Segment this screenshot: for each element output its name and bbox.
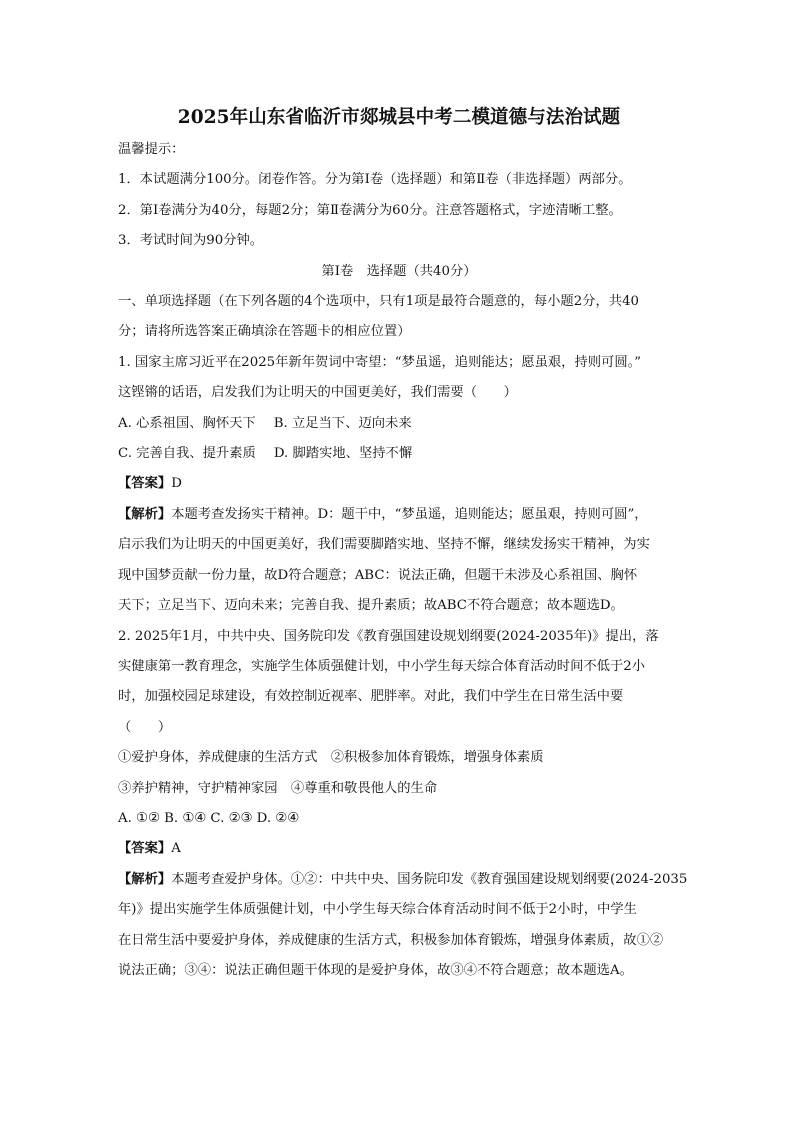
q2-options: A. ①② B. ①④ C. ②③ D. ②④ (118, 810, 300, 826)
q1-analysis-label: 【解析】 (118, 506, 172, 522)
document-content (118, 104, 688, 986)
section-instruction-line-2: 分；请将所选答案正确填涂在答题卡的相应位置） (118, 324, 411, 340)
q1-analysis-line-3: 现中国梦贡献一份力量，故D符合题意；ABC：说法正确，但题干未涉及心系祖国、胸怀 (118, 567, 638, 583)
q2-analysis-line-1 (118, 865, 688, 895)
document-title: 2025年山东省临沂市郯城县中考二模道德与法治试题 (177, 107, 621, 128)
q1-stem-line-2: 这铿锵的话语，启发我们为让明天的中国更美好，我们需要（ ） (118, 385, 517, 401)
q1-option-a: A. 心系祖国、胸怀天下 (118, 415, 256, 431)
q2-analysis-text-1: 本题考查爱护身体。①②：中共中央、国务院印发《教育强国建设规划纲要(2024-2035 (171, 871, 688, 887)
tip-item-2: 2．第Ⅰ卷满分为40分，每题2分；第Ⅱ卷满分为60分。注意答题格式，字迹清晰工整。 (118, 202, 622, 218)
q2-stem-line-2: 实健康第一教育理念，实施学生体质强健计划，中小学生每天综合体育活动时间不低于2小 (118, 658, 646, 674)
q2-statements-line-1: ①爱护身体，养成健康的生活方式 ②积极参加体育锻炼，增强身体素质 (118, 750, 544, 766)
section-heading: 第Ⅰ卷 选择题（共40分） (321, 263, 477, 279)
q2-statements-line-2: ③养护精神，守护精神家园 ④尊重和敬畏他人的生命 (118, 780, 438, 796)
q1-answer-label: 【答案】 (118, 476, 172, 492)
q1-options-row-2 (118, 439, 680, 469)
q1-analysis-line-4: 天下；立足当下、迈向未来；完善自我、提升素质；故ABC不符合题意；故本题选D。 (118, 598, 624, 614)
q2-stem-line-1: 2. 2025年1月，中共中央、国务院印发《教育强国建设规划纲要(2024-2035年)》提出，落 (118, 628, 659, 644)
q1-stem-line-1: 1. 国家主席习近平在2025年新年贺词中寄望：“梦虽遥，追则能达；愿虽艰，持则可圆。” (118, 354, 642, 370)
q2-answer-label: 【答案】 (118, 841, 172, 857)
q1-options-row-1 (118, 409, 680, 439)
tip-item-1: 1．本试题满分100分。闭卷作答。分为第Ⅰ卷（选择题）和第Ⅱ卷（非选择题）两部分。 (118, 172, 632, 188)
q1-answer (118, 469, 680, 499)
q1-option-c: C. 完善自我、提升素质 (118, 446, 256, 462)
q2-answer-value: A (171, 841, 181, 857)
q2-stem-line-3: 时，加强校园足球建设，有效控制近视率、肥胖率。对此，我们中学生在日常生活中要 (118, 689, 624, 705)
q2-stem-line-4: （ ） (118, 719, 172, 735)
section-instruction-line-1: 一、单项选择题（在下列各题的4个选项中，只有1项是最符合题意的，每小题2分，共40 (118, 294, 639, 310)
q1-analysis-text-1: 本题考查发扬实干精神。D：题干中，“梦虽遥，追则能达；愿虽艰，持则可圆”， (171, 506, 648, 522)
q1-answer-value: D (171, 476, 182, 492)
q2-analysis-line-4: 说法正确；③④：说法正确但题干体现的是爱护身体，故③④不符合题意；故本题选A。 (118, 962, 633, 978)
q2-analysis-line-3: 在日常生活中要爱护身体，养成健康的生活方式，积极参加体育锻炼，增强身体素质，故①② (118, 932, 664, 948)
q1-option-d: D. 脚踏实地、坚持不懈 (273, 446, 413, 462)
q2-analysis-line-2: 年)》提出实施学生体质强健计划，中小学生每天综合体育活动时间不低于2小时，中学生 (118, 902, 637, 918)
q2-answer (118, 834, 680, 864)
tip-item-3: 3．考试时间为90分钟。 (118, 233, 264, 249)
q2-analysis-label: 【解析】 (118, 871, 172, 887)
q1-option-b: B. 立足当下、迈向未来 (273, 415, 412, 431)
tips-heading: 温馨提示： (118, 142, 185, 157)
q1-analysis-line-2: 启示我们为让明天的中国更美好，我们需要脚踏实地、坚持不懈，继续发扬实干精神，为实 (118, 537, 650, 553)
q1-analysis-line-1 (118, 500, 680, 530)
